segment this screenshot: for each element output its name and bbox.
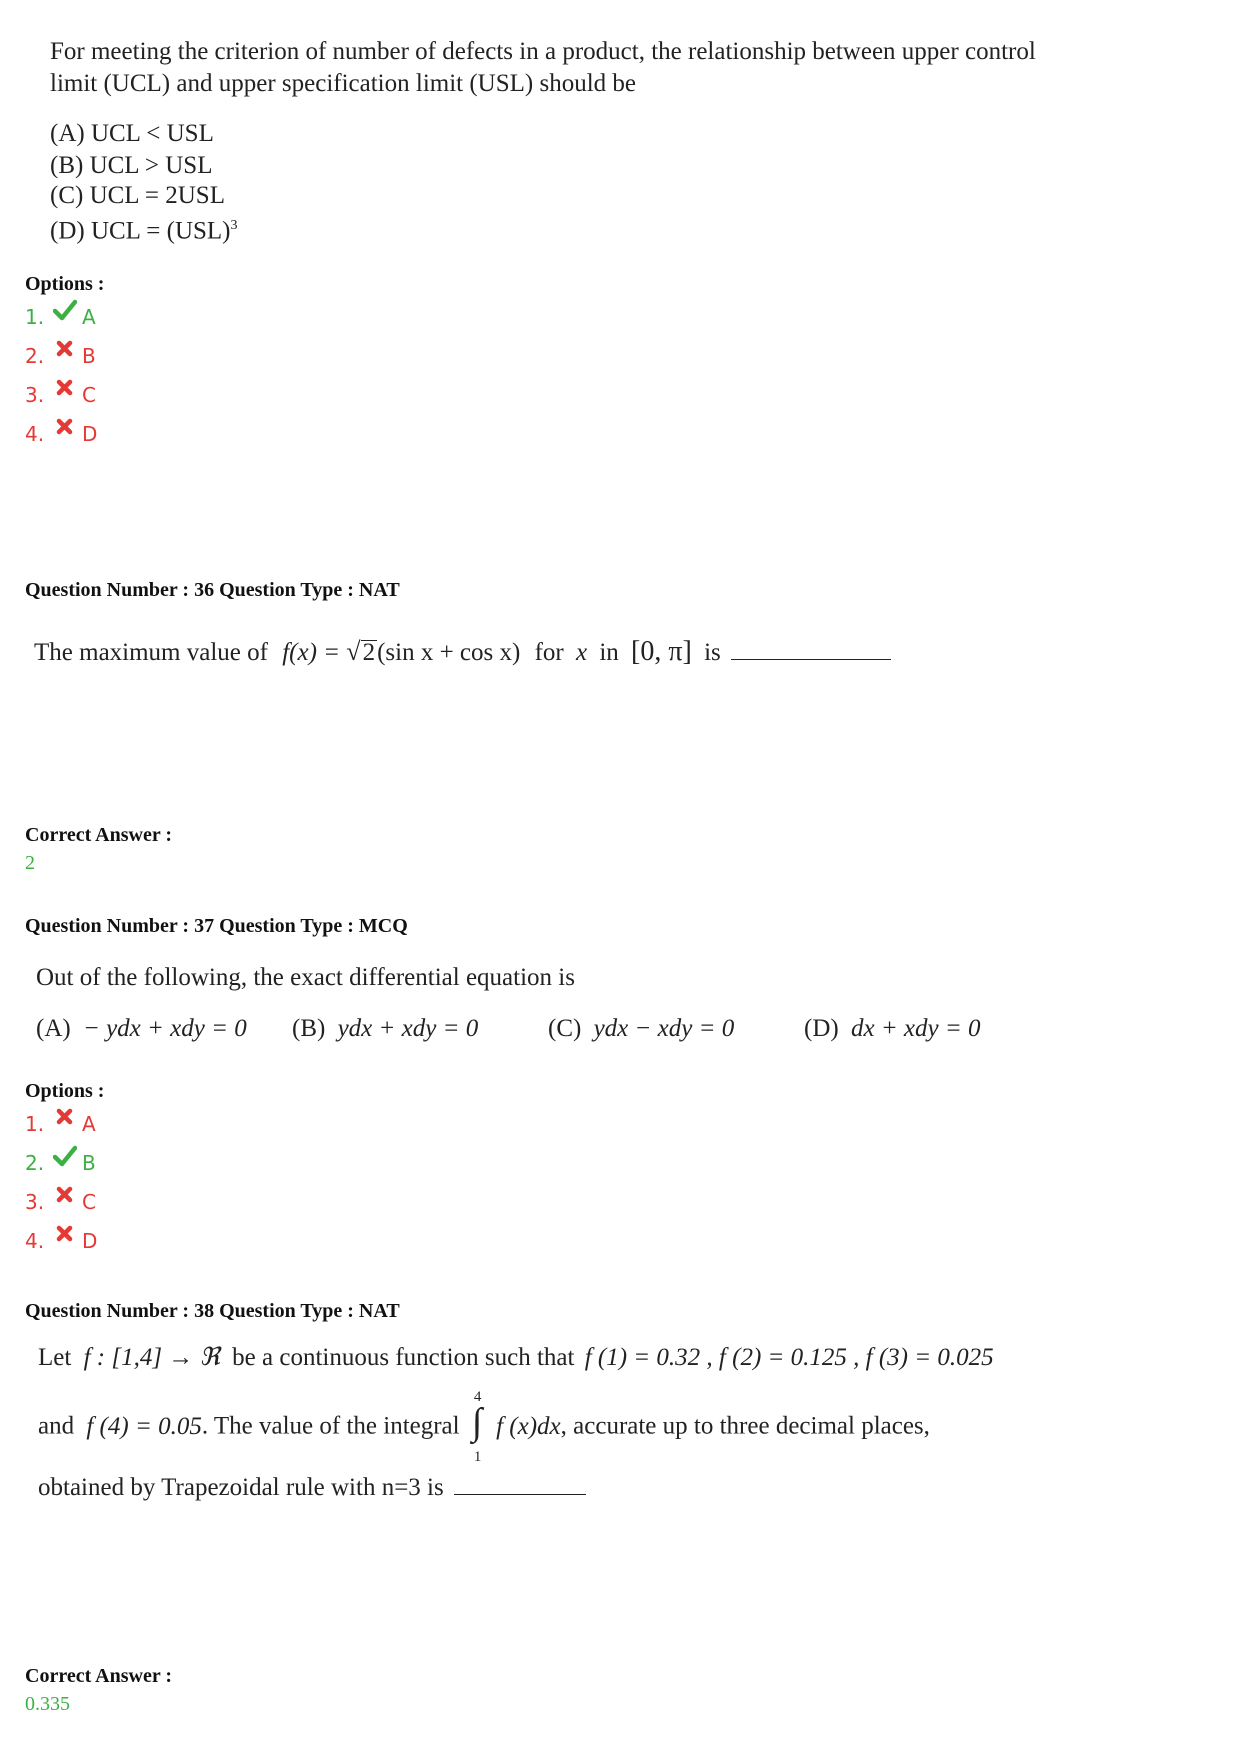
choice-expr: − ydx + xdy = 0 <box>82 1015 247 1042</box>
option-number: 3. <box>25 383 45 407</box>
q35-choice-d-superscript: 3 <box>230 218 238 233</box>
q36-func: f(x) = <box>282 639 347 666</box>
q36-text: The maximum value of f(x) = √2(sin x + cos x) for x in [0, π] is <box>34 636 891 668</box>
q37-choice-d <box>804 1013 981 1044</box>
q36-pre: The maximum value of <box>34 639 268 666</box>
option-number: 4. <box>25 1229 45 1253</box>
option-number: 2. <box>25 344 45 368</box>
q38-line1-map: f : [1,4] → ℜ <box>83 1344 220 1371</box>
q38-line2-and: and <box>38 1412 75 1440</box>
choice-expr: ydx − xdy = 0 <box>593 1015 735 1042</box>
option-number: 3. <box>25 1190 45 1214</box>
q38-answer-value: 0.335 <box>25 1693 70 1715</box>
q35-choice-a: (A) UCL < USL <box>50 120 214 147</box>
q36-sqrt-arg: 2 <box>362 639 376 666</box>
choice-tag: (D) <box>804 1015 839 1042</box>
q35-text-line2: limit (UCL) and upper specification limit (USL) should be <box>50 70 636 97</box>
answer-blank <box>454 1472 586 1495</box>
q36-interval: [0, π] <box>631 636 692 667</box>
cross-icon <box>53 338 77 365</box>
option-number: 1. <box>25 305 45 329</box>
integral-upper-limit: 4 <box>473 1389 482 1405</box>
option-letter: D <box>82 422 98 446</box>
q36-answer-label: Correct Answer : <box>25 824 172 846</box>
option-letter: C <box>82 1190 96 1214</box>
q36-in: in <box>599 639 619 666</box>
cross-icon <box>53 416 77 443</box>
q36-answer-value: 2 <box>25 852 35 874</box>
q36-is: is <box>704 639 721 666</box>
option-letter: C <box>82 383 96 407</box>
q35-choice-d-text: (D) UCL = (USL) <box>50 217 231 245</box>
q38-header: Question Number : 38 Question Type : NAT <box>25 1300 400 1322</box>
option-number: 2. <box>25 1151 45 1175</box>
q36-header: Question Number : 36 Question Type : NAT <box>25 579 400 601</box>
choice-tag: (A) <box>36 1015 71 1042</box>
cross-icon <box>53 1223 77 1250</box>
cross-icon <box>53 1106 77 1133</box>
answer-blank <box>731 637 891 660</box>
q38-line1-pre: Let <box>38 1344 72 1371</box>
choice-expr: dx + xdy = 0 <box>850 1015 981 1042</box>
q35-choice-c: (C) UCL = 2USL <box>50 182 225 209</box>
q35-options-label: Options : <box>25 273 105 295</box>
q38-integrand: f (x)dx <box>496 1412 561 1440</box>
q38-line2-mid: . The value of the integral <box>201 1412 460 1440</box>
q38-line1 <box>38 1342 994 1373</box>
q36-body: (sin x + cos x) <box>377 639 521 666</box>
q38-answer-label: Correct Answer : <box>25 1665 172 1687</box>
integral-sign: 4 ∫ 1 <box>472 1408 488 1448</box>
choice-tag: (C) <box>548 1015 582 1042</box>
q38-line2-f4: f (4) = 0.05 <box>86 1412 202 1440</box>
q38-line3 <box>38 1472 586 1503</box>
q37-text: Out of the following, the exact differential equation is <box>36 964 575 991</box>
option-letter: D <box>82 1229 98 1253</box>
q38-line3-text: obtained by Trapezoidal rule with n=3 is <box>38 1474 444 1501</box>
option-letter: B <box>82 1151 96 1175</box>
q36-var: x <box>575 639 588 666</box>
option-number: 1. <box>25 1112 45 1136</box>
option-letter: A <box>82 305 96 329</box>
cross-icon <box>53 1184 77 1211</box>
q37-options-label: Options : <box>25 1080 105 1102</box>
q38-line1-mid: be a continuous function such that <box>232 1344 575 1371</box>
check-icon <box>53 299 77 326</box>
q37-choice-b <box>292 1013 478 1044</box>
choice-tag: (B) <box>292 1015 326 1042</box>
option-letter: A <box>82 1112 96 1136</box>
choice-expr: ydx + xdy = 0 <box>337 1015 479 1042</box>
integral-lower-limit: 1 <box>473 1449 482 1465</box>
q35-text-line1: For meeting the criterion of number of defects in a product, the relationship between upper control <box>50 38 1036 65</box>
option-letter: B <box>82 344 96 368</box>
q38-line2 <box>38 1389 930 1465</box>
q35-choice-b: (B) UCL > USL <box>50 152 213 179</box>
q37-choice-c <box>548 1013 734 1044</box>
option-number: 4. <box>25 422 45 446</box>
q36-for: for <box>534 639 564 666</box>
q37-header: Question Number : 37 Question Type : MCQ <box>25 915 408 937</box>
q35-choice-d <box>50 210 238 246</box>
q38-line2-post: , accurate up to three decimal places, <box>560 1412 930 1440</box>
cross-icon <box>53 377 77 404</box>
q38-line1-values: f (1) = 0.32 , f (2) = 0.125 , f (3) = 0.025 <box>584 1344 994 1371</box>
q37-choice-a <box>36 1013 247 1044</box>
check-icon <box>53 1145 77 1172</box>
